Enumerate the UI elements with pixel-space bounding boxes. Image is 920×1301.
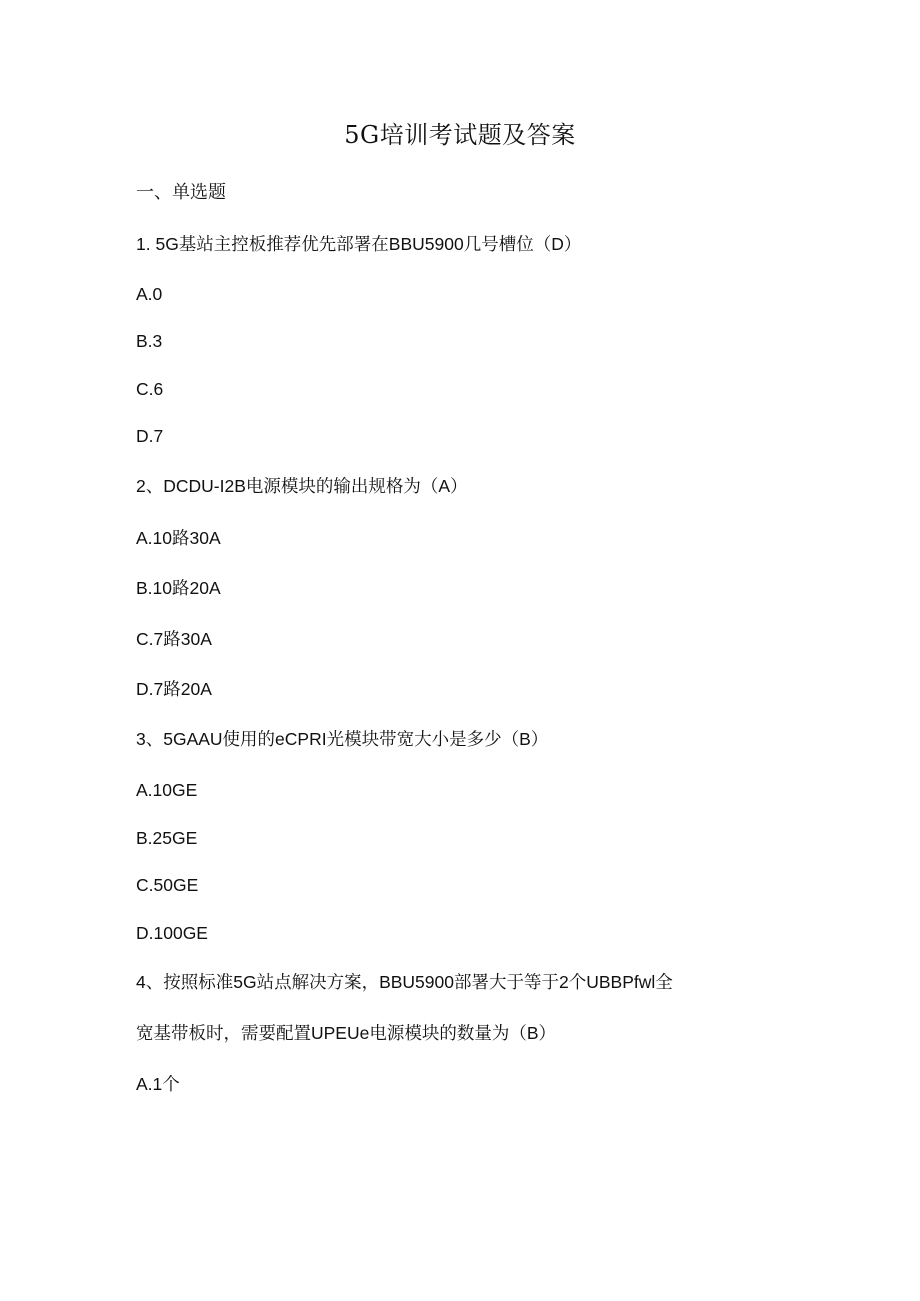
question-2-stem: 2、DCDU-I2B电源模块的输出规格为（A） xyxy=(136,476,468,496)
question-2-option-c: C.7路30A xyxy=(136,629,212,649)
question-2-option-a: A.10路30A xyxy=(136,528,221,548)
question-4-option-a: A.1个 xyxy=(136,1074,180,1094)
question-2-option-d: D.7路20A xyxy=(136,679,212,699)
document-title: 5G培训考试题及答案 xyxy=(344,121,576,149)
question-1-option-c: C.6 xyxy=(136,379,164,399)
question-1-option-a: A.0 xyxy=(136,284,163,304)
section-heading: 一、单选题 xyxy=(136,182,226,202)
question-3-option-b: B.25GE xyxy=(136,828,198,848)
question-3-option-a: A.10GE xyxy=(136,780,198,800)
question-4-stem-line-2: 宽基带板时，需要配置UPEUe电源模块的数量为（B） xyxy=(136,1023,557,1043)
question-1-option-d: D.7 xyxy=(136,426,164,446)
question-1-stem: 1. 5G基站主控板推荐优先部署在BBU5900几号槽位（D） xyxy=(136,234,582,254)
question-3-option-d: D.100GE xyxy=(136,923,208,943)
question-1-option-b: B.3 xyxy=(136,331,163,351)
question-2-option-b: B.10路20A xyxy=(136,578,221,598)
question-3-stem: 3、5GAAU使用的eCPRI光模块带宽大小是多少（B） xyxy=(136,729,549,749)
question-4-stem-line-1: 4、按照标准5G站点解决方案，BBU5900部署大于等于2个UBBPfwl全 xyxy=(136,972,673,992)
question-3-option-c: C.50GE xyxy=(136,875,199,895)
